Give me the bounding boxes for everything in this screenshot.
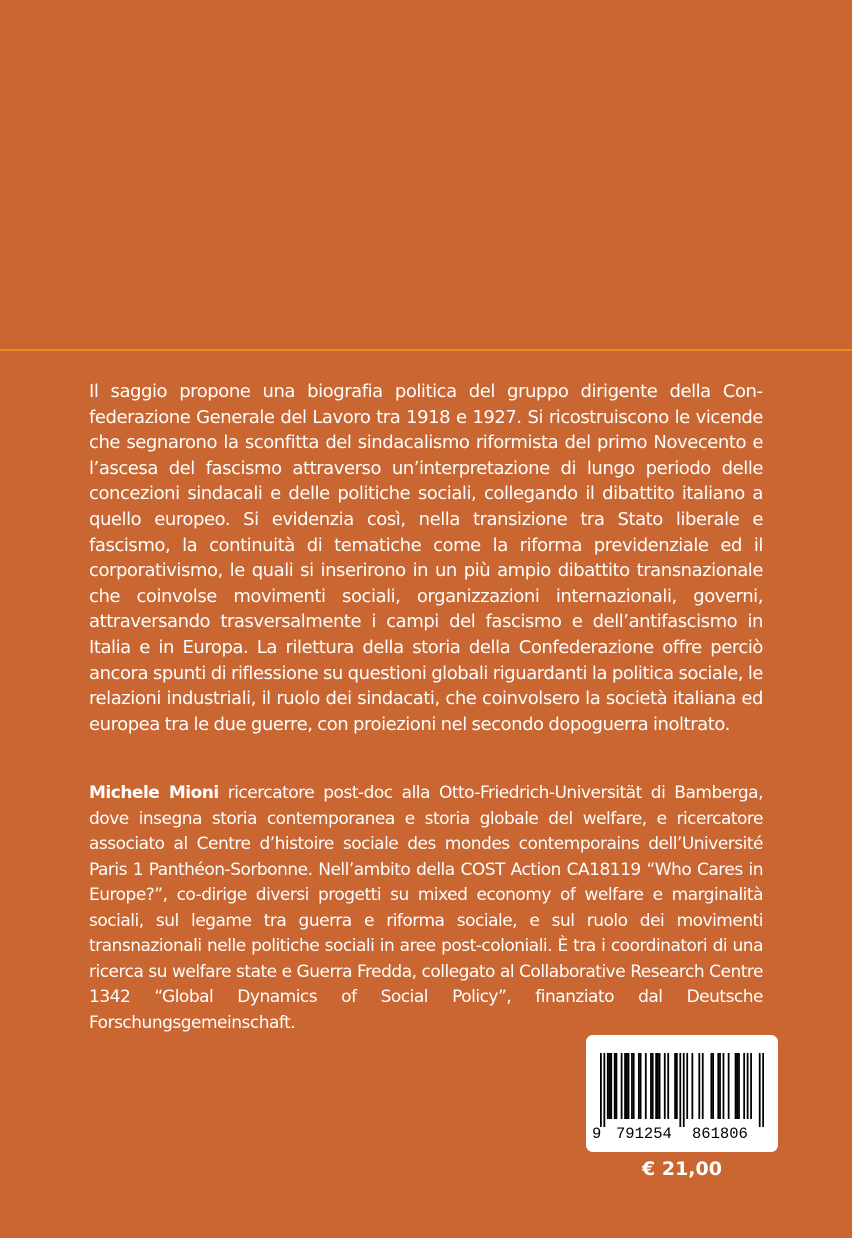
barcode-bar (640, 1053, 642, 1119)
barcode-bar (631, 1053, 633, 1119)
barcode-bar (728, 1053, 730, 1119)
barcode-bars (600, 1053, 764, 1127)
barcode-bar (610, 1053, 612, 1119)
barcode-bar (736, 1053, 738, 1119)
barcode-bar (633, 1053, 635, 1119)
barcode-bar (628, 1053, 630, 1119)
barcode-bar (626, 1053, 628, 1119)
isbn-barcode (586, 1035, 778, 1152)
barcode-bar (719, 1053, 721, 1119)
barcode-bar (624, 1053, 626, 1119)
barcode-bar (655, 1053, 657, 1119)
barcode-bar (712, 1053, 714, 1119)
barcode-bar (679, 1053, 681, 1127)
barcode-bar (614, 1053, 616, 1119)
isbn-digits-right: 861806 (692, 1125, 748, 1143)
barcode-bar (750, 1053, 752, 1119)
barcode-bar (609, 1053, 611, 1119)
barcode-bar (698, 1053, 700, 1119)
barcode-bar (674, 1053, 676, 1119)
barcode-bar (664, 1053, 666, 1119)
barcode-bar (667, 1053, 669, 1119)
cover-top-band (0, 0, 852, 349)
author-bio-text: ricercatore post-doc alla Otto-Friedrich-Universität di Bamberga, dove insegna storia contemporanea e storia globale del welfare, e ricercatore associato al Centre d’histoire sociale des mondes contemporains dell’Université Paris 1 Panthéon-Sorbonne. Nell’ambito della COST Action CA18119 “Who Cares in Europe?”, co-dirige diversi progetti su mixed economy of welfare e marginalità sociali, sul legame tra guerra e riforma sociale, e sul ruolo dei movimenti transnazionali nelle politiche sociali in aree post-coloniali. È tra i coordinatori di una ricerca su welfare state e Guerra Fredda, collegato al Collaborative Research Centre 1342 “Global Dynamics of Social Policy”, finanziato dal Deutsche Forschungsgemeinschaft. (89, 783, 763, 1033)
barcode-bar (735, 1053, 737, 1119)
barcode-bar (616, 1053, 618, 1119)
barcode-bar (743, 1053, 745, 1119)
barcode-bar (710, 1053, 712, 1119)
author-name: Michele Mioni (89, 783, 219, 803)
barcode-bar (607, 1053, 609, 1119)
isbn-digit-prefix: 9 (592, 1125, 602, 1143)
barcode-bar (650, 1053, 652, 1119)
barcode-bar (747, 1053, 749, 1119)
orange-divider-line (0, 349, 852, 351)
barcode-bar (621, 1053, 623, 1119)
barcode-bar (652, 1053, 654, 1119)
barcode-bar (683, 1053, 685, 1127)
barcode-bar (657, 1053, 659, 1119)
barcode-bar (645, 1053, 647, 1119)
barcode-bar (702, 1053, 704, 1119)
barcode-bar (603, 1053, 605, 1127)
price-label: € 21,00 (642, 1158, 722, 1180)
isbn-digits-left: 791254 (616, 1125, 672, 1143)
barcode-bar (691, 1053, 693, 1119)
barcode-bar (759, 1053, 761, 1127)
barcode-bar (638, 1053, 640, 1119)
barcode-bar (600, 1053, 602, 1127)
barcode-bar (659, 1053, 661, 1119)
barcode-bar (676, 1053, 678, 1119)
barcode-bar (686, 1053, 688, 1119)
barcode-bar (762, 1053, 764, 1127)
author-bio (89, 781, 763, 1036)
barcode-bar (738, 1053, 740, 1119)
barcode-bar (723, 1053, 725, 1119)
barcode-bar (717, 1053, 719, 1119)
book-blurb: Il saggio propone una biografia politica del gruppo dirigente della Confederazione Generale del Lavoro tra 1918 e 1927. Si ricostruiscono le vicende che segnarono la sconfitta del sindacalismo riformista del primo Novecento e l’ascesa del fascismo attraverso un’interpretazione di lungo periodo delle concezioni sindacali e delle politiche sociali, collegando il dibattito italiano a quello europeo. Si evidenzia così, nella transizione tra Stato liberale e fascismo, la continuità di tematiche come la riforma previdenziale ed il corporativismo, le quali si inserirono in un più ampio dibattito transnazionale che coinvolse movimenti sociali, organizzazioni internazionali, governi, attraversando trasversalmente i campi del fascismo e dell’antifascismo in Italia e in Europa. La rilettura della storia della Confederazione offre perciò ancora spunti di riflessione su questioni globali riguardanti la politica sociale, le relazioni industriali, il ruolo dei sindacati, che coinvolsero la società italiana ed europea tra le due guerre, con proiezioni nel secondo dopoguerra inoltrato. (89, 381, 763, 735)
